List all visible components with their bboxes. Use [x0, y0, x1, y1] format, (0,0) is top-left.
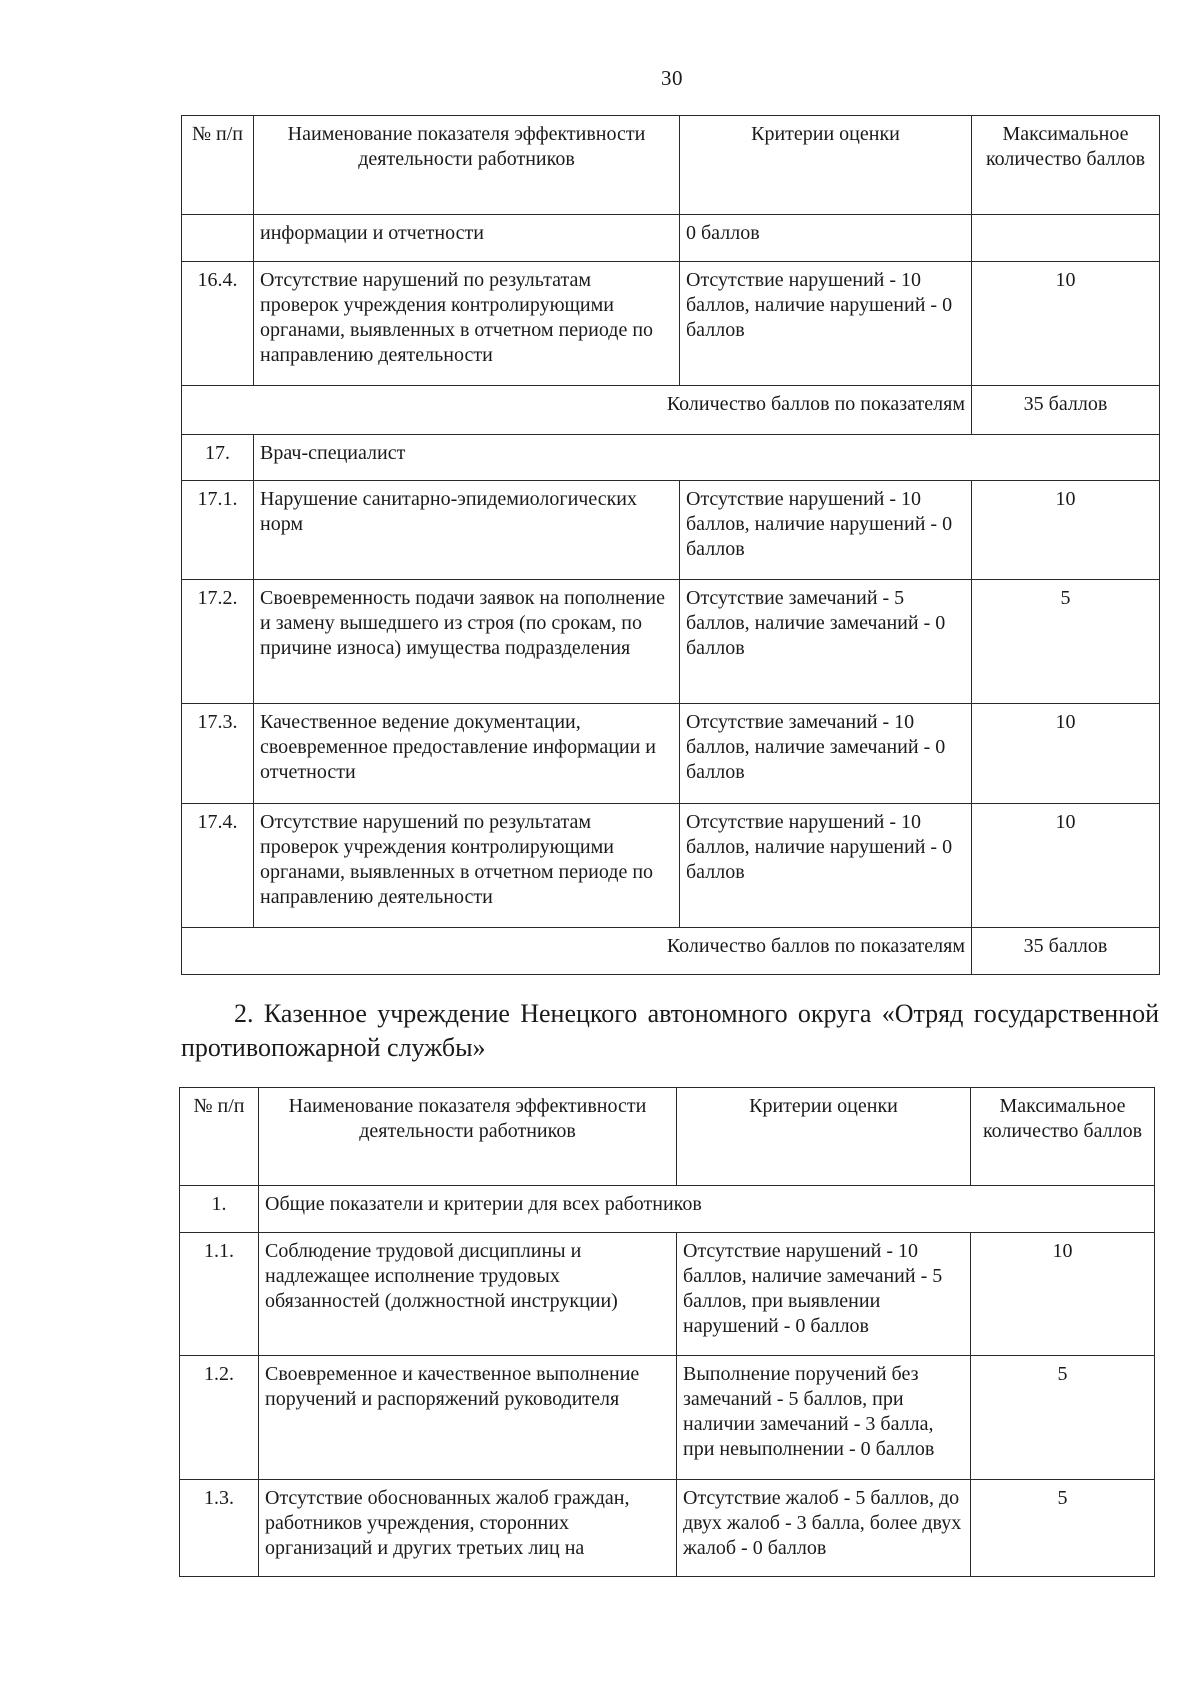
table-row — [182, 262, 1160, 386]
row-max: 10 — [971, 1233, 1155, 1356]
row-criteria: Отсутствие нарушений - 10 баллов, наличие нарушений - 0 баллов — [680, 804, 972, 928]
row-max: 5 — [972, 580, 1160, 704]
row-criteria: Отсутствие замечаний - 5 баллов, наличие замечаний - 0 баллов — [680, 580, 972, 704]
table-row — [182, 804, 1160, 928]
total-value: 35 баллов — [972, 928, 1160, 975]
table-row — [182, 481, 1160, 580]
row-num: 17.2. — [182, 580, 254, 704]
total-value: 35 баллов — [972, 386, 1160, 435]
row-name: Соблюдение трудовой дисциплины и надлежащее исполнение трудовых обязанностей (должностной инструкции) — [259, 1233, 677, 1356]
row-num: 1.1. — [180, 1233, 259, 1356]
criteria-table-2 — [179, 1087, 1155, 1577]
row-criteria: Отсутствие нарушений - 10 баллов, наличие замечаний - 5 баллов, при выявлении нарушений - 0 баллов — [677, 1233, 971, 1356]
table-row — [182, 704, 1160, 804]
row-criteria: Отсутствие нарушений - 10 баллов, наличие нарушений - 0 баллов — [680, 481, 972, 580]
header-max: Максимальное количество баллов — [972, 116, 1160, 215]
header-num: № п/п — [180, 1088, 259, 1186]
total-row — [182, 386, 1160, 435]
row-num: 17.4. — [182, 804, 254, 928]
section-row — [180, 1186, 1155, 1233]
row-num: 1.2. — [180, 1356, 259, 1480]
table-header-row — [182, 116, 1160, 215]
row-criteria: Отсутствие замечаний - 10 баллов, наличие замечаний - 0 баллов — [680, 704, 972, 804]
row-name: Отсутствие нарушений по результатам проверок учреждения контролирующими органами, выявленных в отчетном периоде по направлению деятельности — [254, 804, 680, 928]
table-header-row — [180, 1088, 1155, 1186]
row-name: информации и отчетности — [254, 215, 680, 262]
row-num — [182, 215, 254, 262]
row-criteria: Отсутствие жалоб - 5 баллов, до двух жалоб - 3 балла, более двух жалоб - 0 баллов — [677, 1480, 971, 1577]
row-max: 10 — [972, 481, 1160, 580]
row-num: 16.4. — [182, 262, 254, 386]
section-row — [182, 435, 1160, 481]
row-max: 10 — [972, 262, 1160, 386]
row-num: 1.3. — [180, 1480, 259, 1577]
total-label: Количество баллов по показателям — [182, 928, 972, 975]
page-number: 30 — [661, 66, 683, 90]
table-row — [180, 1480, 1155, 1577]
row-name: Своевременное и качественное выполнение поручений и распоряжений руководителя — [259, 1356, 677, 1480]
section-num: 17. — [182, 435, 254, 481]
row-name: Нарушение санитарно-эпидемиологических норм — [254, 481, 680, 580]
row-criteria: 0 баллов — [680, 215, 972, 262]
section-title: Врач-специалист — [254, 435, 1160, 481]
table-row — [182, 215, 1160, 262]
row-name: Отсутствие обоснованных жалоб граждан, работников учреждения, сторонних организаций и других третьих лиц на — [259, 1480, 677, 1577]
row-criteria: Выполнение поручений без замечаний - 5 баллов, при наличии замечаний - 3 балла, при невыполнении - 0 баллов — [677, 1356, 971, 1480]
section-num: 1. — [180, 1186, 259, 1233]
header-name: Наименование показателя эффективности деятельности работников — [254, 116, 680, 215]
table-row — [180, 1233, 1155, 1356]
row-num: 17.3. — [182, 704, 254, 804]
row-name: Своевременность подачи заявок на пополнение и замену вышедшего из строя (по срокам, по причине износа) имущества подразделения — [254, 580, 680, 704]
total-label: Количество баллов по показателям — [182, 386, 972, 435]
section-title: Общие показатели и критерии для всех работников — [259, 1186, 1155, 1233]
row-max: 5 — [971, 1480, 1155, 1577]
criteria-table-1 — [181, 115, 1160, 975]
row-name: Отсутствие нарушений по результатам проверок учреждения контролирующими органами, выявленных в отчетном периоде по направлению деятельности — [254, 262, 680, 386]
header-criteria: Критерии оценки — [680, 116, 972, 215]
row-name: Качественное ведение документации, своевременное предоставление информации и отчетности — [254, 704, 680, 804]
header-name: Наименование показателя эффективности деятельности работников — [259, 1088, 677, 1186]
header-criteria: Критерии оценки — [677, 1088, 971, 1186]
row-criteria: Отсутствие нарушений - 10 баллов, наличие нарушений - 0 баллов — [680, 262, 972, 386]
header-num: № п/п — [182, 116, 254, 215]
header-max: Максимальное количество баллов — [971, 1088, 1155, 1186]
table-row — [180, 1356, 1155, 1480]
table-row — [182, 580, 1160, 704]
row-max: 5 — [971, 1356, 1155, 1480]
row-max: 10 — [972, 804, 1160, 928]
row-max: 10 — [972, 704, 1160, 804]
total-row — [182, 928, 1160, 975]
row-max — [972, 215, 1160, 262]
row-num: 17.1. — [182, 481, 254, 580]
section-heading: 2. Казенное учреждение Ненецкого автономного округа «Отряд государственной противопожарной службы» — [181, 999, 1159, 1062]
